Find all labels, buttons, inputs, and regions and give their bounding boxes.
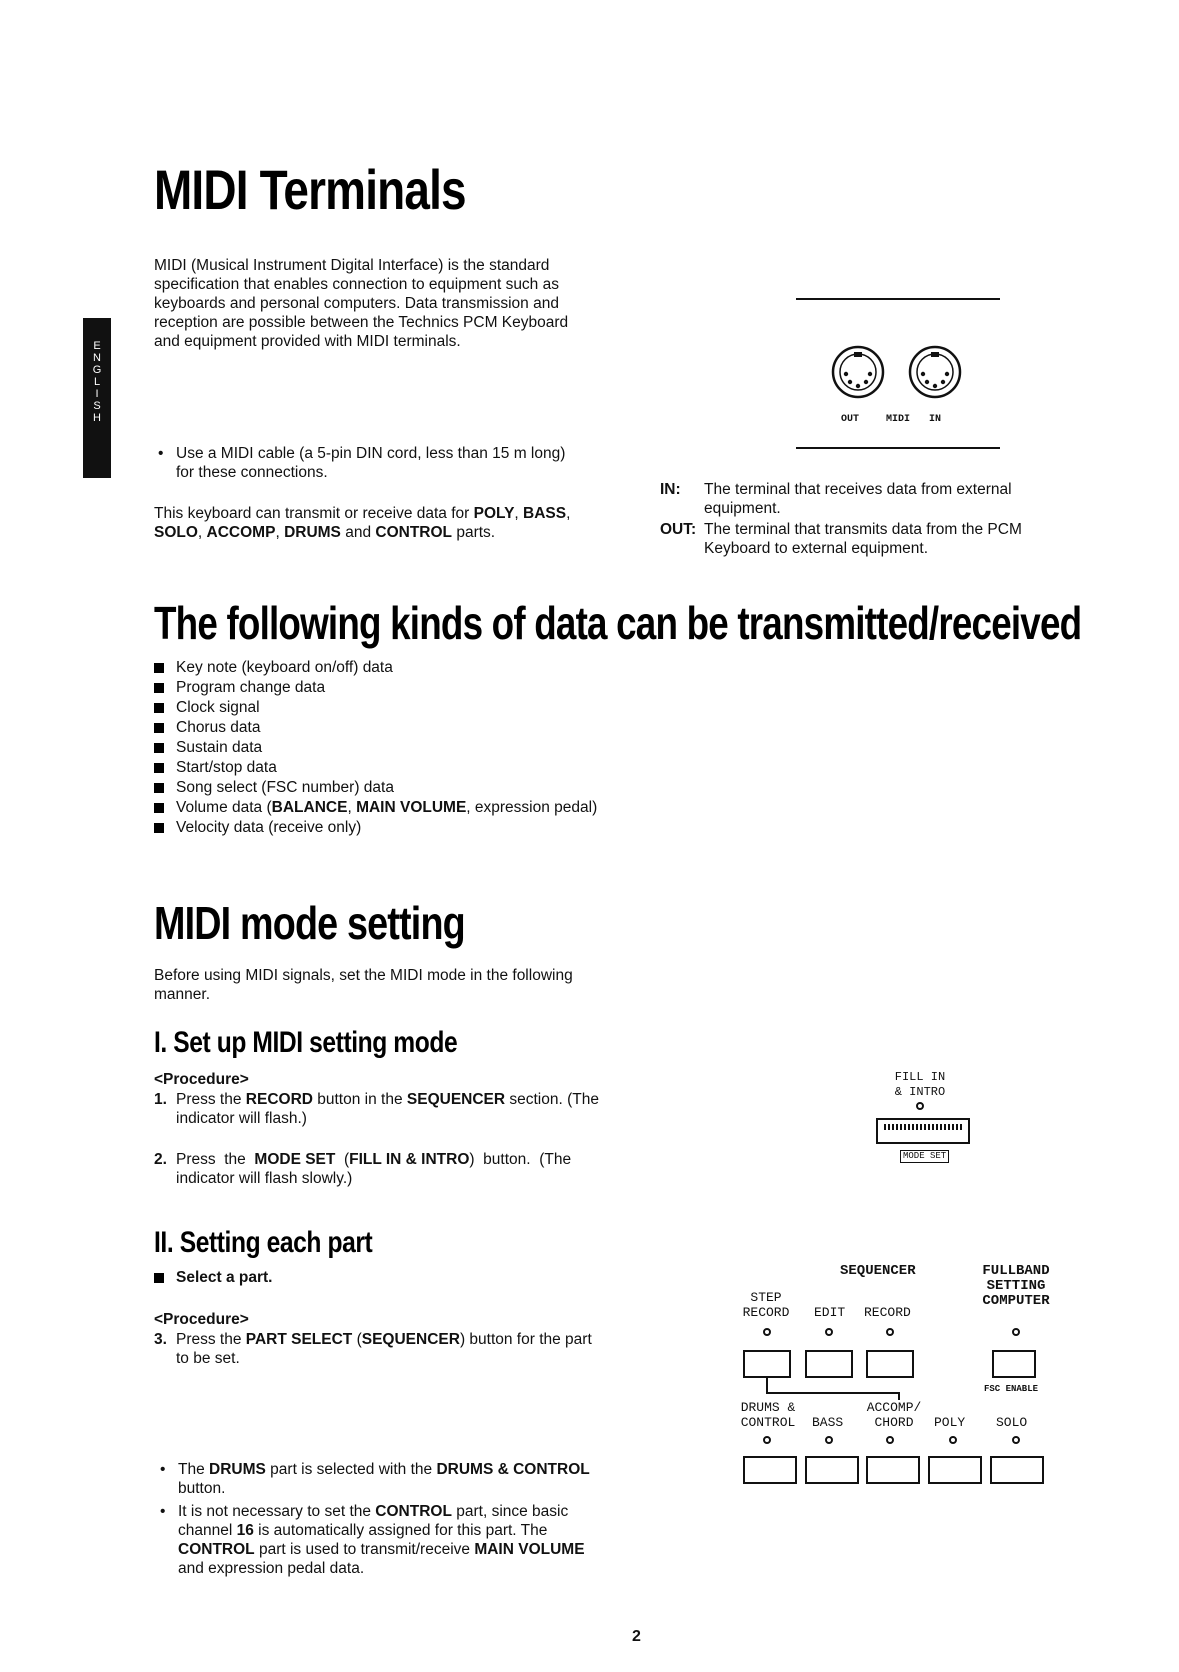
- text: Press the: [176, 1151, 255, 1168]
- text: ,: [566, 505, 571, 522]
- fullband-heading: [968, 1264, 1064, 1309]
- text-line: and expression pedal data.: [178, 1560, 365, 1577]
- text-line: FULLBAND: [982, 1263, 1050, 1279]
- record-button[interactable]: [866, 1350, 914, 1378]
- part-notes: [156, 1460, 646, 1582]
- side-tab-letter: L: [93, 376, 101, 388]
- text: , expression pedal): [466, 799, 598, 816]
- text: parts.: [452, 524, 496, 541]
- text-line: indicator will flash.): [176, 1110, 307, 1127]
- side-tab-letter: G: [92, 364, 102, 376]
- accomp-chord-button[interactable]: [866, 1456, 920, 1484]
- text-line: CHORD: [874, 1415, 914, 1430]
- list-item: Song select (FSC number) data: [154, 778, 754, 798]
- record-label: RECORD: [864, 1305, 911, 1320]
- text-line: & INTRO: [894, 1085, 946, 1099]
- subsection-title-setting-part: II. Setting each part: [154, 1226, 373, 1259]
- text: is automatically assigned for this part. The: [253, 1522, 548, 1539]
- diagram-rule-top: [796, 298, 1000, 300]
- bold-term: BALANCE: [271, 799, 348, 816]
- bold-term: RECORD: [245, 1091, 313, 1108]
- text: section. (The: [505, 1091, 599, 1108]
- section-title-mode-setting: MIDI mode setting: [154, 897, 465, 949]
- solo-indicator: [1012, 1436, 1020, 1444]
- bass-indicator: [825, 1436, 833, 1444]
- poly-button[interactable]: [928, 1456, 982, 1484]
- text-line: COMPUTER: [982, 1293, 1050, 1309]
- bracket-line: [898, 1392, 900, 1400]
- midi-out-connector-icon: [833, 347, 883, 397]
- text: (: [335, 1151, 350, 1168]
- text: ,: [275, 524, 285, 541]
- mode-intro: [154, 966, 634, 1004]
- text: Press the: [176, 1331, 246, 1348]
- select-part-item: [154, 1268, 273, 1288]
- text: The: [178, 1461, 210, 1478]
- solo-label: SOLO: [996, 1415, 1028, 1430]
- bold-term: ACCOMP: [206, 524, 276, 541]
- text-line: Keyboard to external equipment.: [704, 540, 929, 557]
- bold-term: CONTROL: [375, 1503, 452, 1520]
- text-line: manner.: [154, 986, 211, 1003]
- bold-term: MAIN VOLUME: [474, 1541, 585, 1558]
- text: button in the: [312, 1091, 407, 1108]
- list-item: Sustain data: [154, 738, 754, 758]
- bold-term: CONTROL: [375, 524, 453, 541]
- cable-note: [154, 444, 634, 486]
- in-label: IN: [929, 414, 942, 425]
- list-item: Start/stop data: [154, 758, 754, 778]
- fsc-enable-label: FSC ENABLE: [984, 1384, 1039, 1394]
- language-side-tab: [83, 318, 111, 478]
- side-tab-letter: E: [93, 340, 101, 352]
- drums-control-button[interactable]: [743, 1456, 797, 1484]
- bold-term: MODE SET: [254, 1151, 336, 1168]
- list-item: [154, 798, 754, 818]
- step-3: [154, 1330, 634, 1368]
- step-record-button[interactable]: [743, 1350, 791, 1378]
- bold-term: SEQUENCER: [406, 1091, 506, 1108]
- step-number: 3.: [154, 1331, 167, 1348]
- edit-label: EDIT: [814, 1305, 846, 1320]
- list-item: [156, 1502, 646, 1578]
- out-definition: [660, 520, 1120, 558]
- bold-term: CONTROL: [178, 1541, 255, 1558]
- bold-term: DRUMS: [284, 524, 341, 541]
- page-title-midi-terminals: MIDI Terminals: [154, 158, 466, 221]
- bold-term: DRUMS & CONTROL: [436, 1461, 590, 1478]
- side-tab-letter: S: [93, 400, 101, 412]
- button-texture: [884, 1124, 962, 1130]
- text-line: The terminal that receives data from external: [704, 481, 1012, 498]
- section-title-data-kinds: The following kinds of data can be transmitted/received: [154, 597, 1082, 649]
- text-line: to be set.: [176, 1350, 240, 1367]
- text: and: [340, 524, 376, 541]
- list-item: Chorus data: [154, 718, 754, 738]
- diagram-rule-bottom: [796, 447, 1000, 449]
- text-line: STEP: [750, 1290, 782, 1305]
- fill-in-indicator: [916, 1102, 924, 1110]
- text: ) button. (The: [469, 1151, 572, 1168]
- list-item: [156, 1460, 646, 1498]
- text-line: reception are possible between the Technics PCM Keyboard: [154, 314, 569, 331]
- bold-term: BASS: [523, 505, 567, 522]
- subsection-title-set-up: I. Set up MIDI setting mode: [154, 1026, 458, 1059]
- text-line: indicator will flash slowly.): [176, 1170, 353, 1187]
- text: channel: [178, 1522, 237, 1539]
- text-line: and equipment provided with MIDI terminals.: [154, 333, 461, 350]
- list-item: [154, 444, 634, 482]
- step-1: [154, 1090, 634, 1128]
- side-tab-letter: N: [93, 352, 101, 364]
- text-line: Before using MIDI signals, set the MIDI mode in the following: [154, 967, 573, 984]
- mode-set-button[interactable]: [876, 1118, 970, 1144]
- text-line: • Use a MIDI cable (a 5-pin DIN cord, less than 15 m long): [176, 445, 566, 462]
- text: (: [352, 1331, 362, 1348]
- bold-term: MAIN VOLUME: [356, 799, 467, 816]
- text: ,: [514, 505, 524, 522]
- edit-indicator: [825, 1328, 833, 1336]
- text-line: for these connections.: [176, 464, 328, 481]
- procedure-label: <Procedure>: [154, 1311, 249, 1328]
- midi-connectors-diagram: [830, 344, 970, 404]
- text: part, since basic: [451, 1503, 569, 1520]
- data-kinds-list: [154, 658, 754, 838]
- text-line: specification that enables connection to equipment such as: [154, 276, 559, 293]
- text: ,: [347, 799, 357, 816]
- in-definition: [660, 480, 1120, 518]
- step-2: [154, 1150, 634, 1188]
- text: ) button for the part: [459, 1331, 592, 1348]
- page-number: 2: [632, 1628, 641, 1645]
- bold-term: SOLO: [154, 524, 198, 541]
- out-label: OUT: [841, 414, 860, 425]
- side-tab-letter: H: [93, 412, 101, 424]
- text-line: DRUMS &: [740, 1400, 796, 1415]
- text-line: ACCOMP/: [866, 1400, 922, 1415]
- list-item: Select a part.: [154, 1268, 273, 1288]
- bold-term: SEQUENCER: [361, 1331, 460, 1348]
- text-line: SETTING: [986, 1278, 1046, 1294]
- midi-intro-paragraph: [154, 256, 624, 351]
- text: It is not necessary to set the: [178, 1503, 376, 1520]
- bracket-line: [766, 1392, 900, 1394]
- text-line: MIDI (Musical Instrument Digital Interface) is the standard: [154, 257, 550, 274]
- mode-set-label: MODE SET: [900, 1150, 949, 1163]
- solo-button[interactable]: [990, 1456, 1044, 1484]
- bold-term: FILL IN & INTRO: [349, 1151, 470, 1168]
- poly-label: POLY: [934, 1415, 966, 1430]
- accomp-chord-label: [864, 1400, 924, 1430]
- bass-button[interactable]: [805, 1456, 859, 1484]
- text: ,: [197, 524, 207, 541]
- list-item: Clock signal: [154, 698, 754, 718]
- step-number: 2.: [154, 1151, 167, 1168]
- definition-term: IN:: [660, 481, 681, 498]
- bold-term: DRUMS: [209, 1461, 266, 1478]
- text-line: FILL IN: [894, 1070, 946, 1084]
- list-item: Program change data: [154, 678, 754, 698]
- bold-term: 16: [236, 1522, 254, 1539]
- text-line: button.: [178, 1480, 226, 1497]
- text-line: CONTROL: [740, 1415, 796, 1430]
- text-line: keyboards and personal computers. Data transmission and: [154, 295, 559, 312]
- midi-label: MIDI: [886, 414, 911, 425]
- poly-indicator: [949, 1436, 957, 1444]
- text: part is used to transmit/receive: [254, 1541, 475, 1558]
- parts-paragraph: [154, 504, 634, 542]
- drums-control-indicator: [763, 1436, 771, 1444]
- procedure-label: <Procedure>: [154, 1071, 249, 1088]
- fsc-enable-button[interactable]: [992, 1350, 1036, 1378]
- text: This keyboard can transmit or receive data for: [154, 505, 474, 522]
- bold-term: PART SELECT: [245, 1331, 353, 1348]
- text: part is selected with the: [265, 1461, 437, 1478]
- list-item: Velocity data (receive only): [154, 818, 754, 838]
- list-item: Key note (keyboard on/off) data: [154, 658, 754, 678]
- bass-label: BASS: [812, 1415, 844, 1430]
- drums-control-label: [736, 1400, 800, 1430]
- step-record-label: [736, 1290, 796, 1320]
- accomp-chord-indicator: [886, 1436, 894, 1444]
- text-line: The terminal that transmits data from the PCM: [704, 521, 1022, 538]
- side-tab-letter: I: [95, 388, 99, 400]
- text: Volume data (: [176, 799, 272, 816]
- step-number: 1.: [154, 1091, 167, 1108]
- edit-button[interactable]: [805, 1350, 853, 1378]
- sequencer-heading: SEQUENCER: [840, 1263, 916, 1279]
- text: Press the: [176, 1091, 246, 1108]
- text-line: equipment.: [704, 500, 781, 517]
- definition-term: OUT:: [660, 521, 697, 538]
- fill-in-intro-label: [880, 1070, 960, 1100]
- midi-in-connector-icon: [910, 347, 960, 397]
- fullband-indicator: [1012, 1328, 1020, 1336]
- record-indicator: [886, 1328, 894, 1336]
- text-line: RECORD: [742, 1305, 790, 1320]
- step-record-indicator: [763, 1328, 771, 1336]
- bold-term: POLY: [473, 505, 515, 522]
